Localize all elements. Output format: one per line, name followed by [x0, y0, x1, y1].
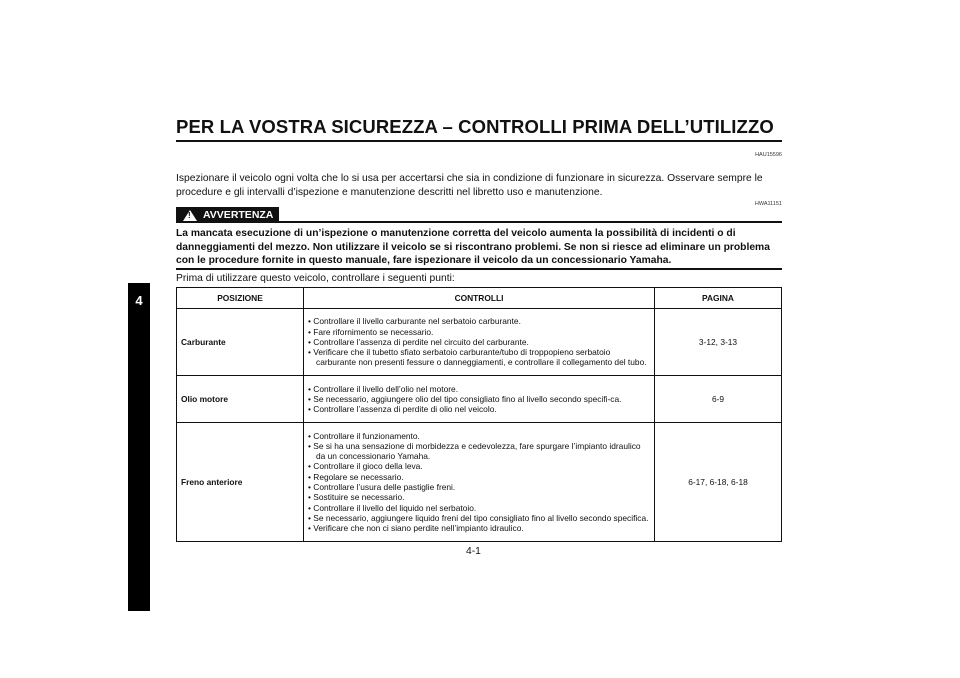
- row-page: 6-9: [655, 376, 782, 423]
- table-row: [177, 309, 782, 376]
- table-row: [177, 376, 782, 423]
- warning-label: AVVERTENZA: [203, 209, 274, 221]
- row-position: Carburante: [177, 309, 304, 376]
- check-item: • Fare rifornimento se necessario.: [308, 327, 650, 337]
- check-item: • Controllare il livello dell’olio nel motore.: [308, 384, 650, 394]
- page-title: PER LA VOSTRA SICUREZZA – CONTROLLI PRIMA DELL’UTILIZZO: [176, 116, 774, 137]
- table-intro: Prima di utilizzare questo veicolo, controllare i seguenti punti:: [176, 273, 455, 284]
- warning-code: HWA11151: [754, 201, 782, 207]
- check-item: • Controllare l’assenza di perdite di olio nel veicolo.: [308, 404, 650, 414]
- row-page: 6-17, 6-18, 6-18: [655, 423, 782, 542]
- header-position: POSIZIONE: [177, 288, 304, 309]
- page-number: 4-1: [466, 546, 481, 557]
- check-item: • Se necessario, aggiungere liquido freni del tipo consigliato fino al livello secondo specifica.: [308, 513, 650, 523]
- row-checks: [304, 376, 655, 423]
- table-header-row: [177, 288, 782, 309]
- warning-bottom-divider: [176, 268, 782, 270]
- check-item: • Se necessario, aggiungere olio del tipo consigliato fino al livello secondo specifi-ca.: [308, 394, 650, 404]
- section-code: HAU15596: [755, 152, 782, 158]
- check-item: • Controllare l’assenza di perdite nel circuito del carburante.: [308, 337, 650, 347]
- check-item: • Controllare il livello carburante nel serbatoio carburante.: [308, 316, 650, 326]
- header-page: PAGINA: [655, 288, 782, 309]
- chapter-number: 4: [135, 293, 143, 308]
- warning-text: La mancata esecuzione di un’ispezione o manutenzione corretta del veicolo aumenta la possibilità di incidenti o di danneggiamenti del mezzo. Non utilizzare il veicolo se si riscontrano problemi. Se non si riesce ad eliminare un problema con le procedure fornite in questo manuale, fare ispezionare il veicolo da un concessionario Yamaha.: [176, 228, 770, 266]
- row-checks: [304, 423, 655, 542]
- chapter-tab: [128, 283, 150, 611]
- warning-badge: [176, 207, 279, 223]
- check-item: • Controllare il funzionamento.: [308, 431, 650, 441]
- warning-triangle-icon: [183, 210, 197, 221]
- check-item: • Se si ha una sensazione di morbidezza e cedevolezza, fare spurgare l’impianto idraulico da un concessionario Yamaha.: [308, 441, 650, 462]
- row-page: 3-12, 3-13: [655, 309, 782, 376]
- table-row: [177, 423, 782, 542]
- row-position: Freno anteriore: [177, 423, 304, 542]
- title-divider: [176, 140, 782, 142]
- check-item: • Controllare il gioco della leva.: [308, 461, 650, 471]
- warning-divider: [279, 221, 782, 223]
- check-item: • Controllare il livello del liquido nel serbatoio.: [308, 503, 650, 513]
- check-item: • Verificare che il tubetto sfiato serbatoio carburante/tubo di troppopieno serbatoio carburante non presenti fessure o danneggiamenti, e controllare il collegamento del tubo.: [308, 347, 650, 368]
- row-checks: [304, 309, 655, 376]
- check-item: • Sostituire se necessario.: [308, 492, 650, 502]
- check-item: • Controllare l’usura delle pastiglie freni.: [308, 482, 650, 492]
- row-position: Olio motore: [177, 376, 304, 423]
- header-checks: CONTROLLI: [304, 288, 655, 309]
- check-item: • Verificare che non ci siano perdite nell’impianto idraulico.: [308, 523, 650, 533]
- checks-table: [176, 287, 782, 542]
- intro-paragraph: Ispezionare il veicolo ogni volta che lo si usa per accertarsi che sia in condizione di funzionare in sicurezza. Osservare sempre le procedure e gli intervalli d’ispezione e manutenzione descritti nel libretto uso e manutenzione.: [176, 173, 763, 198]
- check-item: • Regolare se necessario.: [308, 472, 650, 482]
